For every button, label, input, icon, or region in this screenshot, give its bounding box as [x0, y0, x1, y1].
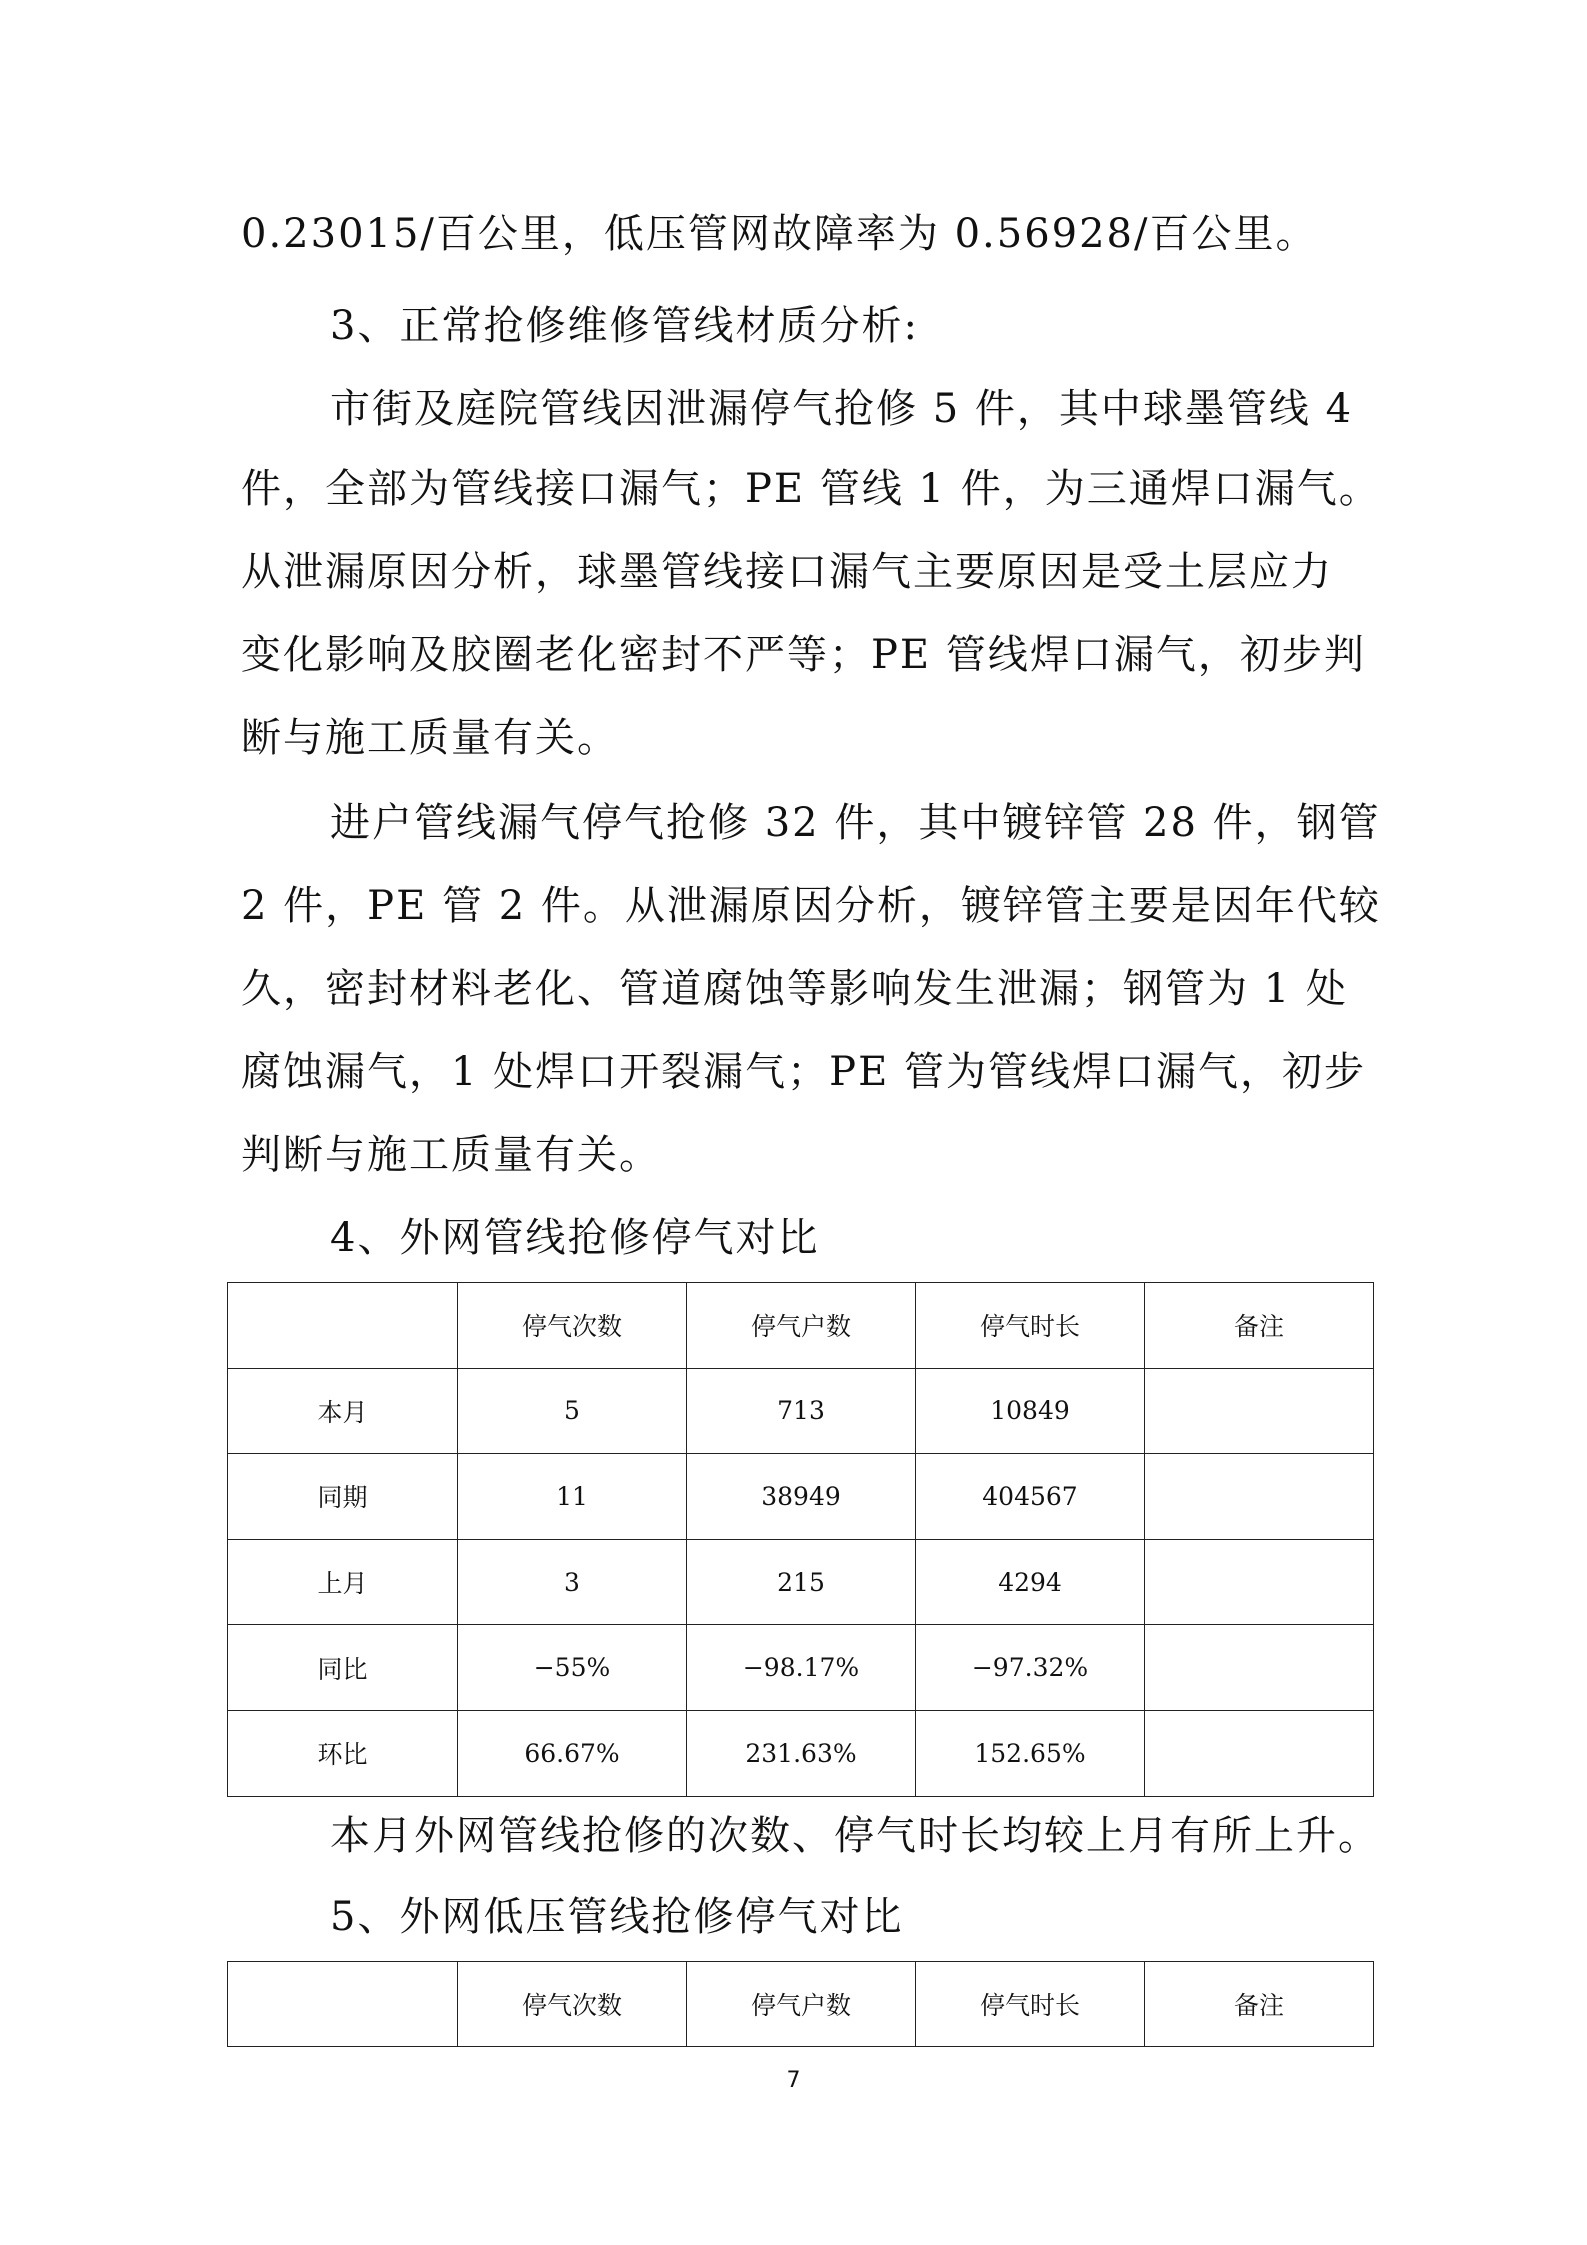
paragraph-line: 腐蚀漏气，1 处焊口开裂漏气；PE 管为管线焊口漏气，初步: [241, 1049, 1366, 1095]
table-row: [228, 1710, 1374, 1796]
table-cell: 713: [687, 1368, 916, 1454]
section-heading-5: 5、外网低压管线抢修停气对比: [330, 1894, 904, 1940]
table-row: [228, 1368, 1374, 1454]
paragraph-line: 市街及庭院管线因泄漏停气抢修 5 件，其中球墨管线 4: [330, 386, 1354, 432]
table-header-cell: [228, 1283, 458, 1369]
paragraph-line: 进户管线漏气停气抢修 32 件，其中镀锌管 28 件，钢管: [330, 800, 1381, 846]
table-cell: 上月: [228, 1539, 458, 1625]
table-cell: [1145, 1625, 1374, 1711]
paragraph-line: 2 件，PE 管 2 件。从泄漏原因分析，镀锌管主要是因年代较: [241, 883, 1381, 929]
table-cell: [1145, 1454, 1374, 1540]
table-header-cell: 停气户数: [687, 1283, 916, 1369]
table-header-cell: 停气户数: [687, 1962, 916, 2047]
table-header-cell: 停气时长: [916, 1283, 1145, 1369]
table-cell: 3: [458, 1539, 687, 1625]
low-pressure-outage-table: [227, 1961, 1374, 2047]
table-header-cell: 备注: [1145, 1283, 1374, 1369]
table-header-row: [228, 1283, 1374, 1369]
table-cell: 152.65%: [916, 1710, 1145, 1796]
table-cell: [1145, 1710, 1374, 1796]
paragraph-line: 件，全部为管线接口漏气；PE 管线 1 件，为三通焊口漏气。: [241, 466, 1381, 512]
table-cell: [1145, 1539, 1374, 1625]
table-cell: −98.17%: [687, 1625, 916, 1711]
table-cell: 环比: [228, 1710, 458, 1796]
paragraph-line: 判断与施工质量有关。: [241, 1132, 661, 1178]
table-cell: 215: [687, 1539, 916, 1625]
table-header-row: [228, 1962, 1374, 2047]
table-header-cell: [228, 1962, 458, 2047]
table-cell: 231.63%: [687, 1710, 916, 1796]
page-number: 7: [786, 2068, 801, 2093]
table-cell: 10849: [916, 1368, 1145, 1454]
table-cell: 4294: [916, 1539, 1145, 1625]
table-row: [228, 1625, 1374, 1711]
table-cell: [1145, 1368, 1374, 1454]
table-cell: −55%: [458, 1625, 687, 1711]
table-cell: 同比: [228, 1625, 458, 1711]
outage-comparison-table: [227, 1282, 1374, 1797]
line-continuation: 0.23015/百公里，低压管网故障率为 0.56928/百公里。: [241, 211, 1318, 257]
table-cell: 同期: [228, 1454, 458, 1540]
table-cell: 本月: [228, 1368, 458, 1454]
paragraph-line: 断与施工质量有关。: [241, 715, 619, 761]
section-heading-4: 4、外网管线抢修停气对比: [330, 1215, 820, 1261]
table-header-cell: 停气次数: [458, 1962, 687, 2047]
section-heading-3: 3、正常抢修维修管线材质分析:: [330, 303, 919, 349]
paragraph-line: 久，密封材料老化、管道腐蚀等影响发生泄漏；钢管为 1 处: [241, 966, 1348, 1012]
table-cell: 38949: [687, 1454, 916, 1540]
table-summary: 本月外网管线抢修的次数、停气时长均较上月有所上升。: [330, 1813, 1380, 1859]
table-cell: −97.32%: [916, 1625, 1145, 1711]
table-cell: 5: [458, 1368, 687, 1454]
table-header-cell: 停气次数: [458, 1283, 687, 1369]
table-row: [228, 1539, 1374, 1625]
table-cell: 66.67%: [458, 1710, 687, 1796]
table-cell: 11: [458, 1454, 687, 1540]
table-cell: 404567: [916, 1454, 1145, 1540]
paragraph-line: 变化影响及胶圈老化密封不严等；PE 管线焊口漏气，初步判: [241, 632, 1366, 678]
table-header-cell: 备注: [1145, 1962, 1374, 2047]
table-header-cell: 停气时长: [916, 1962, 1145, 2047]
paragraph-line: 从泄漏原因分析，球墨管线接口漏气主要原因是受土层应力: [241, 549, 1333, 595]
table-row: [228, 1454, 1374, 1540]
